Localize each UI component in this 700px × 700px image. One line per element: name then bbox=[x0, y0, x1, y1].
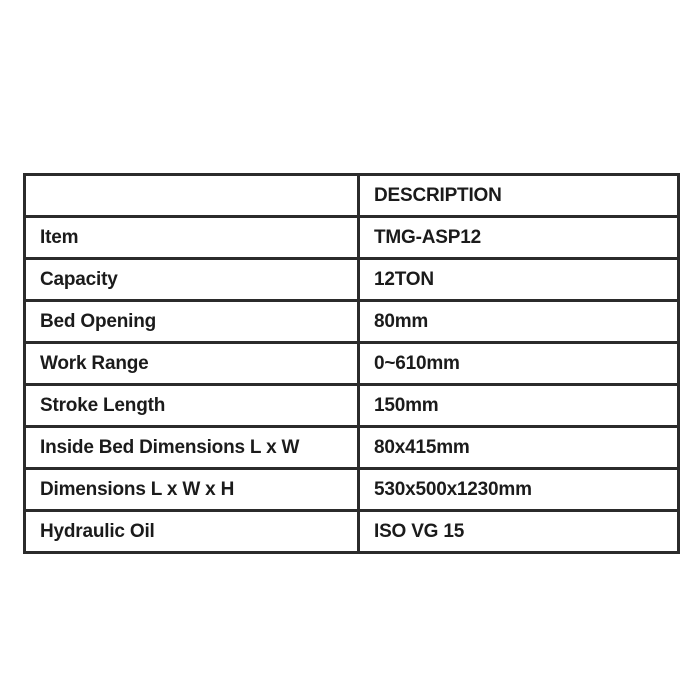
spec-label-inside-bed-dimensions: Inside Bed Dimensions L x W bbox=[25, 427, 359, 469]
spec-header-label-cell bbox=[25, 175, 359, 217]
spec-label-item: Item bbox=[25, 217, 359, 259]
spec-label-hydraulic-oil: Hydraulic Oil bbox=[25, 511, 359, 553]
spec-value-capacity: 12TON bbox=[359, 259, 679, 301]
table-row bbox=[25, 469, 679, 511]
table-row bbox=[25, 301, 679, 343]
table-row bbox=[25, 511, 679, 553]
spec-label-dimensions: Dimensions L x W x H bbox=[25, 469, 359, 511]
spec-header-value-cell: DESCRIPTION bbox=[359, 175, 679, 217]
table-row bbox=[25, 385, 679, 427]
spec-label-bed-opening: Bed Opening bbox=[25, 301, 359, 343]
spec-value-item: TMG-ASP12 bbox=[359, 217, 679, 259]
table-row bbox=[25, 343, 679, 385]
spec-value-bed-opening: 80mm bbox=[359, 301, 679, 343]
spec-value-work-range: 0~610mm bbox=[359, 343, 679, 385]
table-row bbox=[25, 217, 679, 259]
spec-label-stroke-length: Stroke Length bbox=[25, 385, 359, 427]
spec-label-work-range: Work Range bbox=[25, 343, 359, 385]
table-row bbox=[25, 427, 679, 469]
spec-header-row bbox=[25, 175, 679, 217]
spec-table bbox=[23, 173, 680, 554]
spec-value-dimensions: 530x500x1230mm bbox=[359, 469, 679, 511]
table-row bbox=[25, 259, 679, 301]
spec-value-stroke-length: 150mm bbox=[359, 385, 679, 427]
spec-label-capacity: Capacity bbox=[25, 259, 359, 301]
spec-value-inside-bed-dimensions: 80x415mm bbox=[359, 427, 679, 469]
spec-value-hydraulic-oil: ISO VG 15 bbox=[359, 511, 679, 553]
